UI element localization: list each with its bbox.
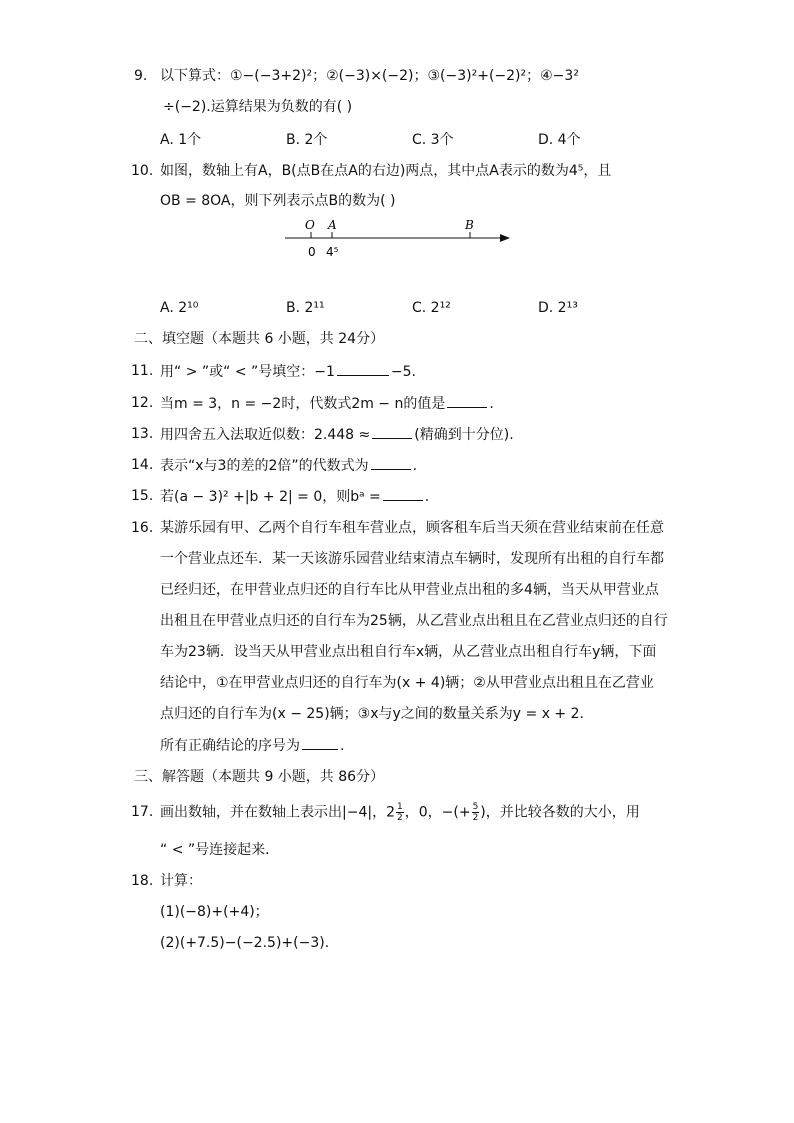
tick-label-0: 0 bbox=[308, 245, 316, 259]
q16-line7: 点归还的自行车为(x − 25)辆；③x与y之间的数量关系为y = x + 2． bbox=[160, 706, 594, 722]
tick-label-a: 4⁵ bbox=[326, 245, 339, 259]
q9-number: 9. bbox=[134, 68, 148, 84]
q15-text bbox=[160, 486, 429, 507]
q15-blank[interactable] bbox=[383, 486, 423, 501]
q13-blank[interactable] bbox=[372, 424, 412, 439]
q14-number: 14. bbox=[131, 457, 154, 473]
q17-fraction-2 bbox=[472, 802, 480, 823]
q18-number: 18. bbox=[131, 873, 154, 889]
q17-frac1-denominator: 2 bbox=[396, 813, 403, 823]
q16-line6: 结论中，①在甲营业点归还的自行车为(x + 4)辆；②从甲营业点出租且在乙营业 bbox=[160, 675, 654, 691]
number-line-figure bbox=[280, 216, 520, 260]
q12-text-a: 当m = 3，n = −2时，代数式2m − n的值是 bbox=[160, 396, 446, 412]
q10-line1: 如图，数轴上有A，B(点B在点A的右边)两点，其中点A表示的数为4⁵，且 bbox=[160, 163, 612, 179]
q16-last-b: . bbox=[340, 738, 345, 754]
q12-text-b: . bbox=[489, 396, 494, 412]
q18-item-2: (2)(+7.5)−(−2.5)+(−3). bbox=[160, 935, 330, 951]
q16-blank[interactable] bbox=[302, 735, 338, 750]
q12-blank[interactable] bbox=[447, 393, 487, 408]
q14-text bbox=[160, 455, 417, 476]
q12-number: 12. bbox=[131, 395, 154, 411]
q11-number: 11. bbox=[131, 363, 154, 379]
q11-text bbox=[160, 361, 416, 382]
section2-title: 二、填空题（本题共 6 小题，共 24分） bbox=[134, 331, 385, 347]
q16-number: 16. bbox=[131, 520, 154, 536]
number-line-svg bbox=[280, 216, 520, 260]
q17-frac1-numerator: 1 bbox=[396, 802, 403, 812]
label-a: A bbox=[328, 218, 337, 232]
q10-line2: OB = 8OA，则下列表示点B的数为( ) bbox=[160, 193, 396, 209]
q9-line2: ÷(−2).运算结果为负数的有( ) bbox=[163, 99, 353, 115]
q18-item-1: (1)(−8)+(+4)； bbox=[160, 904, 269, 920]
section3-title: 三、解答题（本题共 9 小题，共 86分） bbox=[134, 769, 385, 785]
q14-text-b: . bbox=[412, 458, 418, 474]
q9-option-a: A. 1个 bbox=[160, 132, 202, 148]
q11-text-b: −5. bbox=[390, 364, 417, 380]
q10-option-c: C. 2¹² bbox=[412, 300, 451, 316]
q10-option-b: B. 2¹¹ bbox=[286, 300, 325, 316]
axis-arrow bbox=[500, 234, 510, 242]
q11-text-a: 用“ > ”或“ < ”号填空：−1 bbox=[160, 364, 335, 380]
q17-line2: “ < ”号连接起来． bbox=[160, 842, 280, 858]
label-o: O bbox=[305, 218, 315, 232]
q17-frac2-numerator: 5 bbox=[472, 802, 479, 812]
q16-line1: 某游乐园有甲、乙两个自行车租车营业点，顾客租车后当天须在营业结束前在任意 bbox=[160, 520, 664, 536]
q13-number: 13. bbox=[131, 426, 154, 442]
q9-line1: 以下算式：①−(−3+2)²；②(−3)×(−2)；③(−3)²+(−2)²；④−3² bbox=[160, 68, 579, 84]
q12-text bbox=[160, 393, 494, 414]
q13-text bbox=[160, 424, 514, 445]
q16-line8 bbox=[160, 735, 344, 756]
q10-option-a: A. 2¹⁰ bbox=[160, 300, 199, 316]
q15-number: 15. bbox=[131, 488, 154, 504]
q17-number: 17. bbox=[131, 804, 154, 820]
q10-option-d: D. 2¹³ bbox=[538, 300, 578, 316]
q17-text-a: 画出数轴，并在数轴上表示出|−4|，2 bbox=[160, 804, 395, 821]
q16-line4: 出租且在甲营业点归还的自行车为25辆，从乙营业点出租且在乙营业点归还的自行 bbox=[160, 613, 668, 629]
q11-blank[interactable] bbox=[337, 361, 389, 376]
q13-text-b: (精确到十分位). bbox=[414, 427, 514, 443]
q16-line2: 一个营业点还车．某一天该游乐园营业结束清点车辆时，发现所有出租的自行车都 bbox=[160, 551, 664, 567]
q9-option-c: C. 3个 bbox=[412, 132, 454, 148]
q17-fraction-1 bbox=[396, 802, 404, 823]
q17-text-c: )，并比较各数的大小，用 bbox=[480, 804, 640, 821]
q9-option-b: B. 2个 bbox=[286, 132, 328, 148]
q13-text-a: 用四舍五入法取近似数：2.448 ≈ bbox=[160, 427, 371, 443]
q17-line1 bbox=[160, 802, 640, 823]
q9-option-d: D. 4个 bbox=[538, 132, 581, 148]
q16-last-a: 所有正确结论的序号为 bbox=[160, 738, 300, 754]
q10-number: 10. bbox=[131, 163, 154, 179]
q16-line3: 已经归还，在甲营业点归还的自行车比从甲营业点出租的多4辆，当天从甲营业点 bbox=[160, 582, 659, 598]
q15-text-b: . bbox=[424, 489, 430, 505]
q16-line5: 车为23辆．设当天从甲营业点出租自行车x辆，从乙营业点出租自行车y辆，下面 bbox=[160, 644, 657, 660]
label-b: B bbox=[465, 218, 474, 232]
q14-blank[interactable] bbox=[371, 455, 411, 470]
q17-text-b: ，0，−(+ bbox=[404, 804, 471, 821]
q18-title: 计算： bbox=[160, 873, 202, 889]
q17-frac2-denominator: 2 bbox=[472, 813, 479, 823]
q15-text-a: 若(a − 3)² +|b + 2| = 0，则bᵃ = bbox=[160, 489, 381, 505]
q14-text-a: 表示“x与3的差的2倍”的代数式为 bbox=[160, 458, 369, 474]
